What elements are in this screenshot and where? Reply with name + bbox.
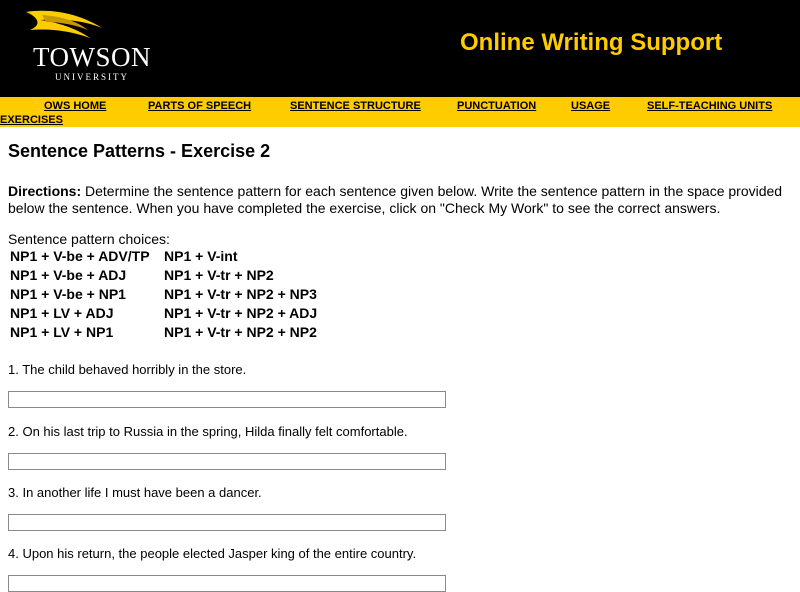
- logo-wordmark: TOWSON: [32, 42, 151, 72]
- nav-parts-of-speech[interactable]: PARTS OF SPEECH: [148, 100, 252, 112]
- directions-text: Determine the sentence pattern for each sentence given below. Write the sentence pattern in the space provided below the sentence. When you have completed the exercise, click on "Check My Work" to see the correct answers.: [8, 183, 783, 216]
- site-header: [0, 0, 800, 97]
- answer-field-2[interactable]: [8, 453, 446, 470]
- choice-right-2: NP1 + V-tr + NP2: [164, 267, 274, 283]
- choice-left-4: NP1 + LV + ADJ: [10, 305, 114, 321]
- choice-right-3: NP1 + V-tr + NP2 + NP3: [164, 286, 317, 302]
- nav-usage[interactable]: USAGE: [571, 100, 611, 112]
- choice-right-5: NP1 + V-tr + NP2 + NP2: [164, 324, 317, 340]
- towson-logo[interactable]: [22, 6, 152, 82]
- choice-right-1: NP1 + V-int: [164, 248, 238, 264]
- choices-label: Sentence pattern choices:: [8, 231, 170, 247]
- nav-ows-home[interactable]: OWS HOME: [44, 100, 107, 112]
- answer-field-1[interactable]: [8, 391, 446, 408]
- nav-punctuation[interactable]: PUNCTUATION: [457, 100, 537, 112]
- question-2: 2. On his last trip to Russia in the spring, Hilda finally felt comfortable.: [8, 424, 408, 439]
- choice-left-5: NP1 + LV + NP1: [10, 324, 114, 340]
- site-title: Online Writing Support: [460, 29, 723, 56]
- choice-right-4: NP1 + V-tr + NP2 + ADJ: [164, 305, 318, 321]
- answer-field-3[interactable]: [8, 514, 446, 531]
- main-nav: [0, 97, 800, 127]
- tiger-swoosh-icon: [22, 6, 152, 46]
- choice-left-2: NP1 + V-be + ADJ: [10, 267, 127, 283]
- directions-label: Directions:: [8, 183, 82, 199]
- logo-subtitle: UNIVERSITY: [55, 72, 129, 82]
- choice-left-1: NP1 + V-be + ADV/TP: [10, 248, 150, 264]
- question-4: 4. Upon his return, the people elected Jasper king of the entire country.: [8, 546, 417, 561]
- question-3: 3. In another life I must have been a dancer.: [8, 485, 262, 500]
- answer-field-4[interactable]: [8, 575, 446, 592]
- nav-exercises[interactable]: EXERCISES: [0, 114, 63, 126]
- choice-left-3: NP1 + V-be + NP1: [10, 286, 126, 302]
- nav-self-teaching-units[interactable]: SELF-TEACHING UNITS: [647, 100, 773, 112]
- nav-sentence-structure[interactable]: SENTENCE STRUCTURE: [290, 100, 421, 112]
- question-1: 1. The child behaved horribly in the store.: [8, 362, 247, 377]
- page-title: Sentence Patterns - Exercise 2: [8, 141, 271, 161]
- directions: [8, 183, 800, 217]
